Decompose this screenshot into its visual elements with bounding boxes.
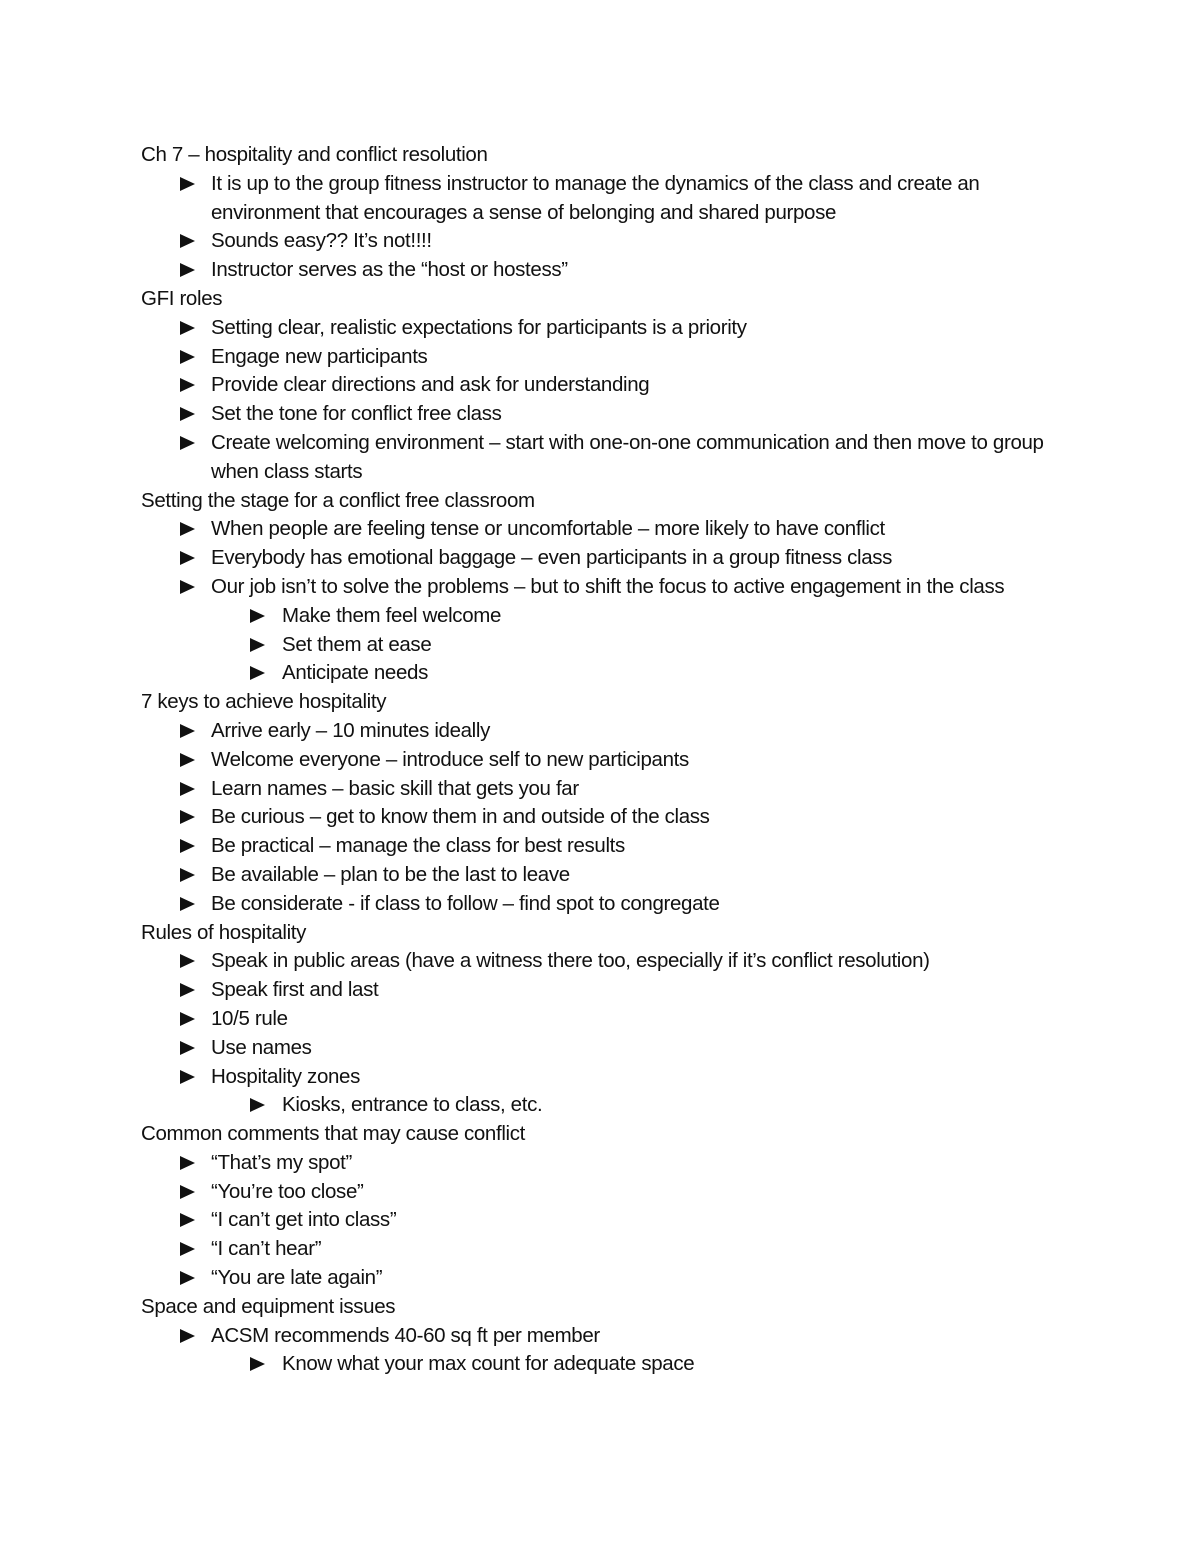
bullet-text: Use names: [211, 1035, 312, 1059]
bullet-item: [141, 400, 1071, 429]
arrow-bullet-icon: [180, 580, 195, 594]
sub-bullet-item: [141, 659, 1071, 688]
bullet-text: Be considerate - if class to follow – find spot to congregate: [211, 891, 720, 915]
bullet-text: Provide clear directions and ask for understanding: [211, 373, 650, 397]
bullet-text: It is up to the group fitness instructor to manage the dynamics of the class and create an environment that encourages a sense of belonging and shared purpose: [211, 171, 980, 224]
bullet-item: [141, 861, 1071, 890]
bullet-item: [141, 890, 1071, 919]
bullet-text: “You’re too close”: [211, 1179, 364, 1203]
section-heading: 7 keys to achieve hospitality: [141, 690, 387, 714]
bullet-text: Create welcoming environment – start with one-on-one communication and then move to group when class starts: [211, 430, 1044, 483]
arrow-bullet-icon: [180, 522, 195, 536]
bullet-text: Be available – plan to be the last to leave: [211, 862, 570, 886]
arrow-bullet-icon: [180, 1242, 195, 1256]
section-heading: GFI roles: [141, 286, 223, 310]
arrow-bullet-icon: [180, 263, 195, 277]
bullet-item: [141, 832, 1071, 861]
section-heading: Common comments that may cause conflict: [141, 1122, 525, 1146]
bullet-item: [141, 947, 1071, 976]
bullet-item: [141, 1206, 1071, 1235]
arrow-bullet-icon: [180, 177, 195, 191]
bullet-item: [141, 717, 1071, 746]
bullet-text: “You are late again”: [211, 1266, 383, 1290]
bullet-item: [141, 1264, 1071, 1293]
bullet-item: [141, 227, 1071, 256]
arrow-bullet-icon: [180, 983, 195, 997]
arrow-bullet-icon: [180, 1041, 195, 1055]
arrow-bullet-icon: [180, 897, 195, 911]
section-heading: Rules of hospitality: [141, 920, 307, 944]
arrow-bullet-icon: [250, 1357, 265, 1371]
bullet-item: [141, 1063, 1071, 1092]
bullet-item: [141, 803, 1071, 832]
arrow-bullet-icon: [180, 436, 195, 450]
arrow-bullet-icon: [250, 1098, 265, 1112]
sub-bullet-item: [141, 631, 1071, 660]
arrow-bullet-icon: [180, 350, 195, 364]
arrow-bullet-icon: [180, 321, 195, 335]
arrow-bullet-icon: [180, 724, 195, 738]
bullet-text: When people are feeling tense or uncomfortable – more likely to have conflict: [211, 517, 885, 541]
bullet-text: Instructor serves as the “host or hostess”: [211, 258, 568, 282]
sub-bullet-text: Kiosks, entrance to class, etc.: [282, 1093, 543, 1117]
arrow-bullet-icon: [180, 810, 195, 824]
sub-bullet-text: Make them feel welcome: [282, 603, 502, 627]
bullet-item: [141, 1235, 1071, 1264]
arrow-bullet-icon: [180, 1185, 195, 1199]
bullet-text: Speak first and last: [211, 978, 379, 1002]
bullet-item: [141, 746, 1071, 775]
bullet-text: ACSM recommends 40-60 sq ft per member: [211, 1323, 600, 1347]
arrow-bullet-icon: [180, 234, 195, 248]
bullet-text: Hospitality zones: [211, 1064, 361, 1088]
bullet-item: [141, 515, 1071, 544]
arrow-bullet-icon: [250, 638, 265, 652]
arrow-bullet-icon: [180, 753, 195, 767]
bullet-item: [141, 573, 1071, 602]
bullet-text: Speak in public areas (have a witness there too, especially if it’s conflict resolution): [211, 949, 930, 973]
bullet-item: [141, 976, 1071, 1005]
bullet-text: Everybody has emotional baggage – even participants in a group fitness class: [211, 546, 893, 570]
arrow-bullet-icon: [180, 839, 195, 853]
sub-bullet-text: Set them at ease: [282, 632, 432, 656]
sub-bullet-text: Know what your max count for adequate space: [282, 1352, 695, 1376]
arrow-bullet-icon: [180, 954, 195, 968]
bullet-item: [141, 170, 1071, 228]
arrow-bullet-icon: [180, 1329, 195, 1343]
bullet-text: Be practical – manage the class for best results: [211, 834, 625, 858]
bullet-item: [141, 371, 1071, 400]
bullet-text: Setting clear, realistic expectations for participants is a priority: [211, 315, 747, 339]
bullet-item: [141, 314, 1071, 343]
bullet-text: Our job isn’t to solve the problems – but to shift the focus to active engagement in the class: [211, 574, 1005, 598]
bullet-item: [141, 256, 1071, 285]
bullet-item: [141, 1178, 1071, 1207]
sub-bullet-item: [141, 1350, 1071, 1379]
bullet-text: “I can’t get into class”: [211, 1208, 397, 1232]
document-body: [141, 141, 1071, 1379]
sub-bullet-item: [141, 1091, 1071, 1120]
bullet-text: Arrive early – 10 minutes ideally: [211, 718, 490, 742]
bullet-text: Welcome everyone – introduce self to new participants: [211, 747, 689, 771]
arrow-bullet-icon: [180, 1070, 195, 1084]
bullet-text: Be curious – get to know them in and outside of the class: [211, 805, 710, 829]
bullet-text: Engage new participants: [211, 344, 428, 368]
arrow-bullet-icon: [180, 1271, 195, 1285]
sub-bullet-item: [141, 602, 1071, 631]
section-heading: Space and equipment issues: [141, 1294, 396, 1318]
arrow-bullet-icon: [180, 868, 195, 882]
section-heading: Ch 7 – hospitality and conflict resolution: [141, 143, 488, 166]
section-heading: Setting the stage for a conflict free classroom: [141, 488, 535, 512]
bullet-item: [141, 1149, 1071, 1178]
sub-bullet-text: Anticipate needs: [282, 661, 428, 685]
bullet-item: [141, 1034, 1071, 1063]
arrow-bullet-icon: [180, 551, 195, 565]
bullet-text: 10/5 rule: [211, 1006, 288, 1030]
bullet-text: “That’s my spot”: [211, 1150, 352, 1174]
arrow-bullet-icon: [180, 1156, 195, 1170]
bullet-text: Sounds easy?? It’s not!!!!: [211, 229, 432, 253]
bullet-item: [141, 775, 1071, 804]
bullet-item: [141, 1005, 1071, 1034]
bullet-item: [141, 429, 1071, 487]
arrow-bullet-icon: [180, 1012, 195, 1026]
bullet-text: Set the tone for conflict free class: [211, 402, 502, 426]
arrow-bullet-icon: [180, 1213, 195, 1227]
arrow-bullet-icon: [250, 609, 265, 623]
bullet-text: “I can’t hear”: [211, 1237, 322, 1261]
arrow-bullet-icon: [180, 378, 195, 392]
arrow-bullet-icon: [250, 666, 265, 680]
bullet-item: [141, 343, 1071, 372]
bullet-text: Learn names – basic skill that gets you far: [211, 776, 579, 800]
arrow-bullet-icon: [180, 407, 195, 421]
bullet-item: [141, 1322, 1071, 1351]
bullet-item: [141, 544, 1071, 573]
arrow-bullet-icon: [180, 782, 195, 796]
